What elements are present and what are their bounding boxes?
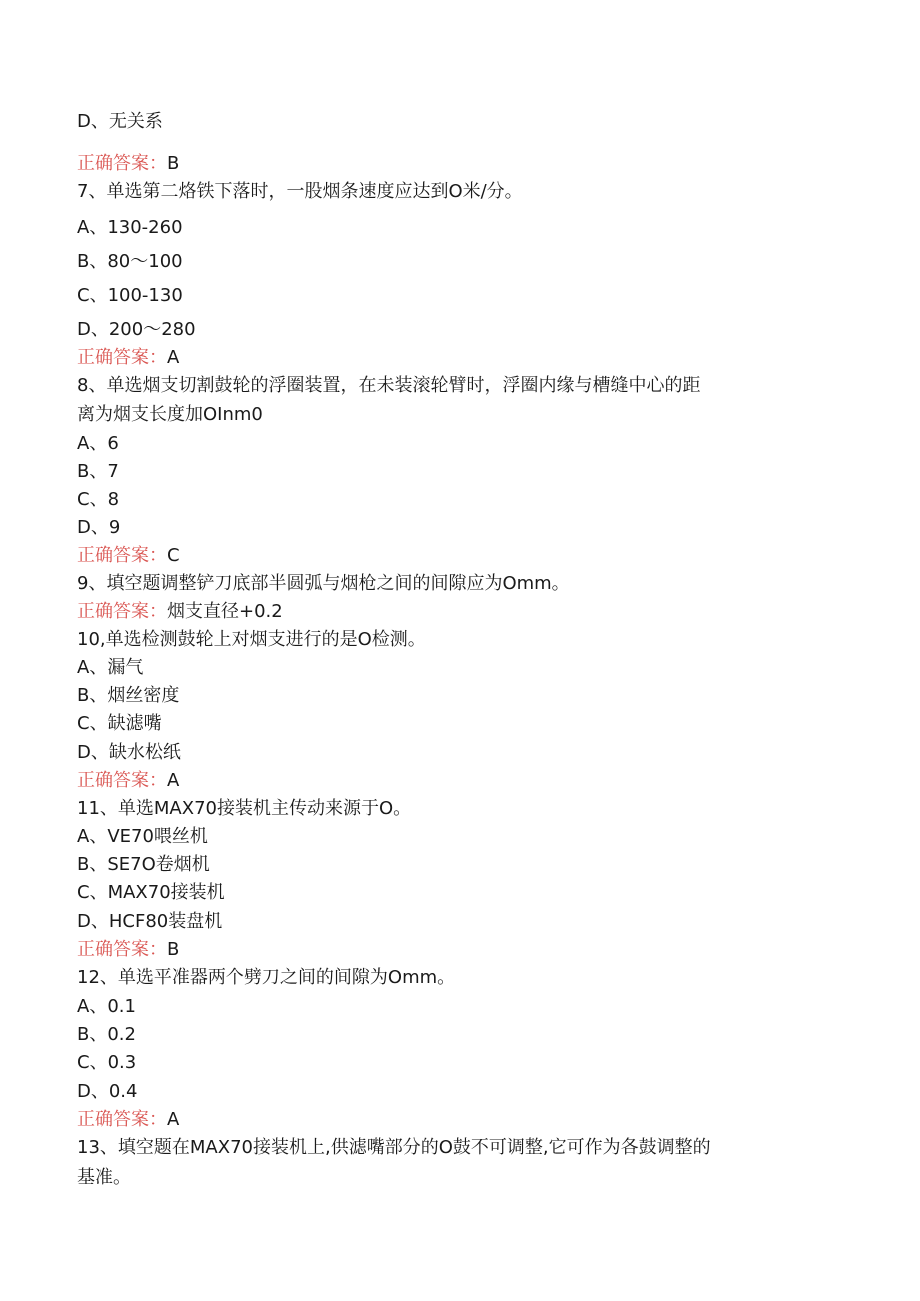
question-8-cont: 离为烟支长度加OInm0 (77, 404, 263, 425)
answer-line (77, 544, 180, 568)
answer-label: 正确答案： (77, 601, 167, 622)
option-b: B、烟丝密度 (77, 685, 180, 706)
option-d: D、200～280 (77, 319, 196, 340)
answer-value: 烟支直径+0.2 (167, 601, 283, 622)
option-d: D、无关系 (77, 111, 163, 132)
question-10: 10,单选检测鼓轮上对烟支进行的是O检测。 (77, 629, 426, 650)
answer-label: 正确答案： (77, 770, 167, 791)
answer-value: A (167, 347, 180, 368)
answer-line (77, 938, 179, 962)
answer-line (77, 769, 179, 793)
option-b: B、80～100 (77, 251, 183, 272)
option-a: A、漏气 (77, 657, 144, 678)
option-d: D、9 (77, 517, 121, 538)
question-11: 11、单选MAX70接装机主传动来源于O。 (77, 798, 412, 819)
answer-value: A (167, 1109, 180, 1130)
answer-value: B (167, 939, 180, 960)
question-12: 12、单选平准器两个劈刀之间的间隙为Omm。 (77, 967, 456, 988)
option-b: B、0.2 (77, 1024, 136, 1045)
question-8: 8、单选烟支切割鼓轮的浮圈装置，在未装滚轮臂时，浮圈内缘与槽缝中心的距 (77, 375, 701, 396)
answer-line (77, 600, 283, 624)
option-b: B、7 (77, 461, 119, 482)
question-13-cont: 基准。 (77, 1167, 131, 1188)
answer-label: 正确答案： (77, 939, 167, 960)
answer-line (77, 1108, 179, 1132)
answer-value: B (167, 153, 180, 174)
answer-label: 正确答案： (77, 1109, 167, 1130)
option-c: C、100-130 (77, 285, 183, 306)
answer-label: 正确答案： (77, 347, 167, 368)
option-a: A、130-260 (77, 217, 183, 238)
option-c: C、8 (77, 489, 120, 510)
option-b: B、SE7O卷烟机 (77, 854, 210, 875)
option-d: D、0.4 (77, 1081, 138, 1102)
answer-value: C (167, 545, 180, 566)
answer-value: A (167, 770, 180, 791)
answer-label: 正确答案： (77, 153, 167, 174)
option-a: A、VE70喂丝机 (77, 826, 208, 847)
answer-line (77, 346, 179, 370)
option-c: C、0.3 (77, 1052, 137, 1073)
question-7: 7、单选第二烙铁下落时，一股烟条速度应达到O米/分。 (77, 181, 523, 202)
option-d: D、HCF80装盘机 (77, 911, 223, 932)
option-a: A、0.1 (77, 996, 136, 1017)
question-13: 13、填空题在MAX70接装机上,供滤嘴部分的O鼓不可调整,它可作为各鼓调整的 (77, 1137, 711, 1158)
question-9: 9、填空题调整铲刀底部半圆弧与烟枪之间的间隙应为Omm。 (77, 573, 570, 594)
answer-line (77, 152, 179, 176)
answer-label: 正确答案： (77, 545, 167, 566)
option-c: C、MAX70接装机 (77, 882, 225, 903)
option-a: A、6 (77, 433, 119, 454)
option-d: D、缺水松纸 (77, 742, 181, 763)
option-c: C、缺滤嘴 (77, 713, 162, 734)
